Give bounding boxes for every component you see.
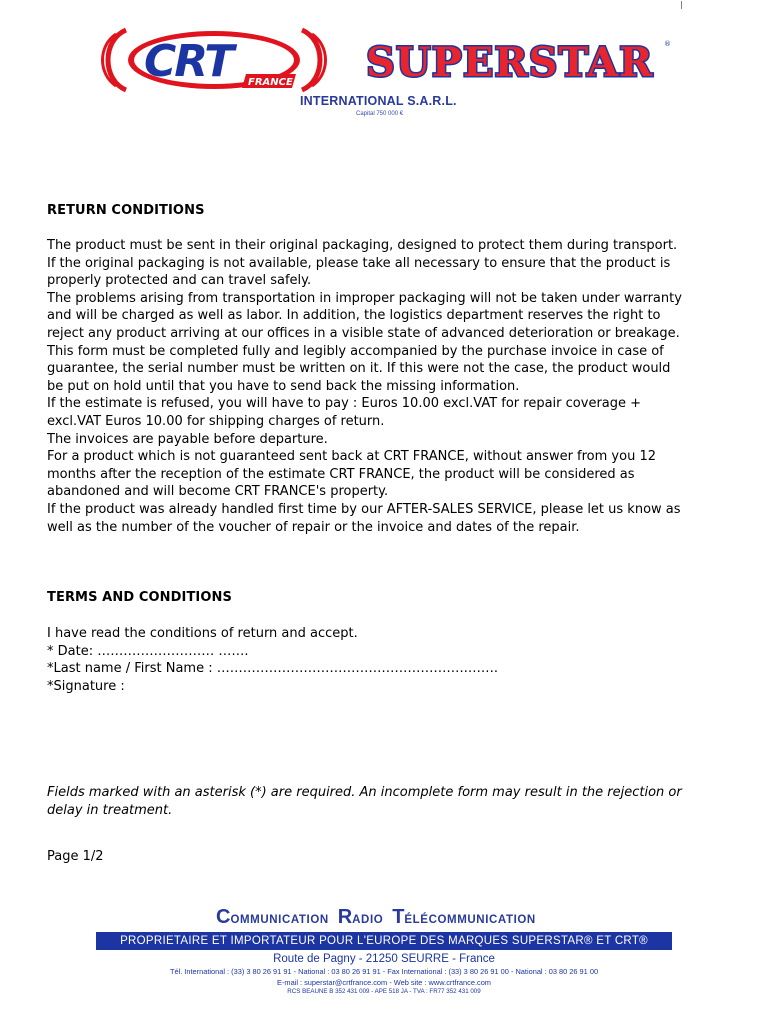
crt-france-logo: [96, 26, 334, 94]
footer-title-r-rest: ADIO: [352, 914, 384, 926]
return-line: This form must be completed fully and legibly accompanied by the purchase invoice in case of: [47, 343, 664, 359]
date-field: * Date: ……………………… …….: [47, 643, 249, 659]
superstar-logo-text: SUPERSTAR: [366, 39, 654, 86]
footer-title-c: C: [216, 906, 231, 928]
return-line: properly protected and can travel safely.: [47, 273, 312, 289]
return-line: If the estimate is refused, you will have to pay : Euros 10.00 excl.VAT for repair coverage +: [47, 396, 642, 412]
superstar-logo-graphic: [362, 34, 678, 90]
crt-logo-graphic: [96, 26, 334, 94]
corner-mark: |: [680, 0, 683, 9]
footer-phones: Tél. International : (33) 3 80 26 91 91 - National : 03 80 26 91 91 - Fax International : (33) 3 80 26 91 00 - National : 03 80 26 91 00: [169, 967, 599, 976]
footer-title: [216, 906, 596, 928]
footer-contact: E-mail : superstar@crtfrance.com - Web site : www.crtfrance.com: [277, 978, 491, 987]
terms-conditions-body: [47, 625, 737, 695]
return-line: The problems arising from transportation in improper packaging will not be taken under warranty: [47, 290, 682, 306]
company-name: INTERNATIONAL S.A.R.L.: [300, 94, 457, 108]
footer-title-r: R: [337, 906, 353, 928]
return-line: If the original packaging is not available, please take all necessary to ensure that the product is: [47, 255, 671, 271]
notice-line: delay in treatment.: [47, 802, 173, 818]
footer-title-t-rest: ÉLÉCOMMUNICATION: [404, 914, 536, 926]
return-line: well as the number of the voucher of repair or the invoice and dates of the repair.: [47, 519, 580, 535]
required-fields-notice: [47, 784, 737, 819]
notice-line: Fields marked with an asterisk (*) are required. An incomplete form may result in the rejection or: [47, 785, 682, 800]
return-line: The invoices are payable before departure.: [47, 431, 328, 447]
return-line: months after the reception of the estimate CRT FRANCE, the product will be considered as: [47, 466, 635, 482]
footer-registration: RCS BEAUNE B 352 431 009 - APE 518 JA - TVA : FR77 352 431 009: [287, 988, 481, 995]
return-line: excl.VAT Euros 10.00 for shipping charges of return.: [47, 413, 385, 429]
terms-conditions-heading: TERMS AND CONDITIONS: [47, 590, 232, 605]
return-line: The product must be sent in their original packaging, designed to protect them during transport.: [47, 238, 678, 253]
return-line: be put on hold until that you have to send back the missing information.: [47, 378, 520, 394]
crt-logo-text: CRT: [144, 36, 233, 87]
terms-accept-line: I have read the conditions of return and accept.: [47, 626, 358, 641]
company-capital: Capital 750 000 €: [356, 111, 404, 117]
footer-banner: PROPRIETAIRE ET IMPORTATEUR POUR L'EUROPE DES MARQUES SUPERSTAR® ET CRT®: [96, 932, 672, 950]
return-line: and will be charged as well as labor. In addition, the logistics department reserves the right to: [47, 308, 661, 324]
return-line: abandoned and will become CRT FRANCE's property.: [47, 484, 389, 500]
return-conditions-body: [47, 237, 737, 536]
footer-address: Route de Pagny - 21250 SEURRE - France: [273, 953, 495, 965]
superstar-logo: [362, 34, 678, 90]
footer-title-c-rest: OMMUNICATION: [230, 914, 329, 926]
return-line: guarantee, the serial number must be written on it. If this were not the case, the product would: [47, 361, 671, 377]
return-line: If the product was already handled first time by our AFTER-SALES SERVICE, please let us know as: [47, 501, 681, 517]
return-conditions-heading: RETURN CONDITIONS: [47, 203, 205, 218]
name-field: *Last name / First Name : ………………………………………………….…….: [47, 661, 498, 677]
signature-field: *Signature :: [47, 678, 125, 694]
page-number: Page 1/2: [47, 849, 104, 864]
footer-title-t: T: [392, 906, 405, 928]
crt-logo-sub: FRANCE: [248, 77, 293, 88]
registered-mark: ®: [664, 40, 671, 48]
return-line: reject any product arriving at our offices in a visible state of advanced deterioration or breakage.: [47, 325, 680, 341]
return-line: For a product which is not guaranteed sent back at CRT FRANCE, without answer from you 12: [47, 449, 656, 465]
